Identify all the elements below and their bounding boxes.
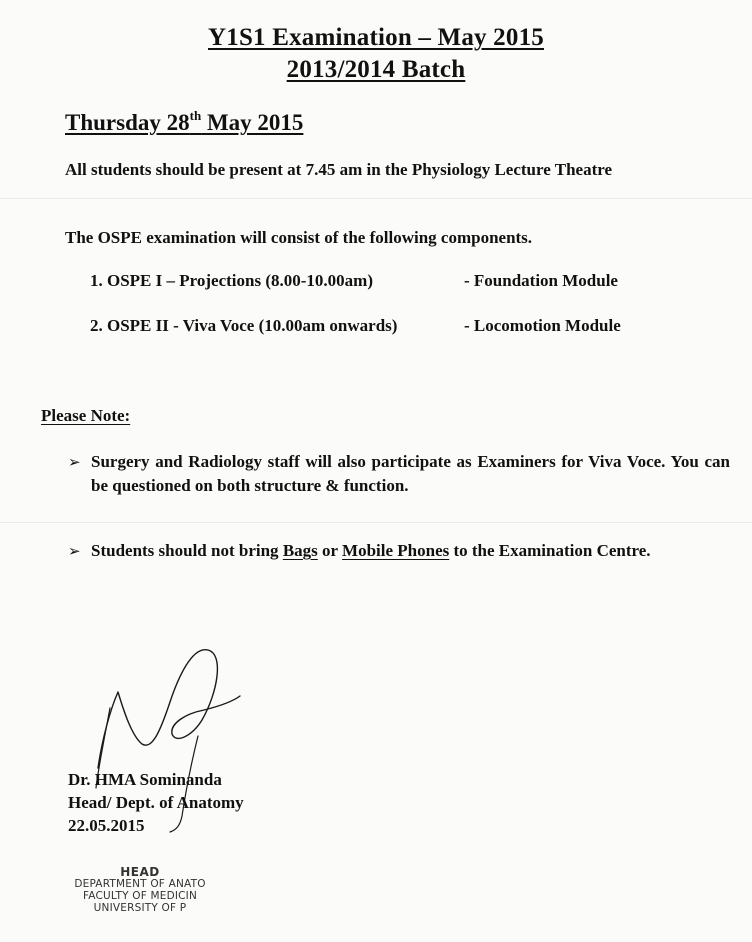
note-bullet-2-pre: Students should not bring: [91, 541, 283, 560]
title-line-2: 2013/2014 Batch: [286, 56, 466, 83]
paper-fold-line: [0, 198, 752, 199]
bags-word: Bags: [282, 541, 318, 560]
date-weekday-day: Thursday 28: [65, 110, 190, 135]
signer-title: Head/ Dept. of Anatomy: [68, 793, 244, 812]
mobile-phones-word: Mobile Phones: [342, 541, 450, 560]
note-bullet-2-mid: or: [317, 541, 343, 560]
stamp-line-3: FACULTY OF MEDICIN: [82, 890, 198, 902]
signer-date: 22.05.2015: [68, 816, 145, 835]
arrow-bullet-icon: ➢: [68, 453, 81, 471]
component-1-label: 1. OSPE I – Projections (8.00-10.00am): [90, 271, 373, 290]
date-month-year: May 2015: [206, 110, 304, 135]
exam-date-heading: [65, 108, 303, 136]
note-bullet-1-text: Surgery and Radiology staff will also participate as Examiners for Viva Voce. You can be questioned on both structure & function.: [91, 452, 730, 495]
note-bullet-2-post: to the Examination Centre.: [449, 541, 651, 560]
component-2-label: 2. OSPE II - Viva Voce (10.00am onwards): [90, 316, 398, 335]
component-1-module: - Foundation Module: [464, 271, 618, 290]
stamp-line-1: HEAD: [120, 866, 160, 879]
arrow-bullet-icon: ➢: [68, 542, 81, 560]
note-bullet-2-text: [91, 539, 730, 563]
paper-fold-line: [0, 522, 752, 523]
title-line-1: Y1S1 Examination – May 2015: [208, 24, 544, 51]
attendance-instruction: All students should be present at 7.45 am in the Physiology Lecture Theatre: [65, 160, 613, 179]
component-2-module: - Locomotion Module: [464, 316, 621, 335]
note-bullet-1: [68, 450, 730, 498]
signer-name: Dr. HMA Sominanda: [68, 770, 222, 789]
department-stamp: [60, 866, 220, 914]
note-bullet-2: [68, 539, 730, 563]
stamp-line-4: UNIVERSITY OF P: [93, 902, 187, 914]
date-ordinal-suffix: th: [189, 108, 202, 123]
components-intro: The OSPE examination will consist of the following components.: [65, 228, 533, 247]
please-note-heading: Please Note:: [41, 406, 131, 425]
stamp-line-2: DEPARTMENT OF ANATO: [74, 878, 206, 890]
